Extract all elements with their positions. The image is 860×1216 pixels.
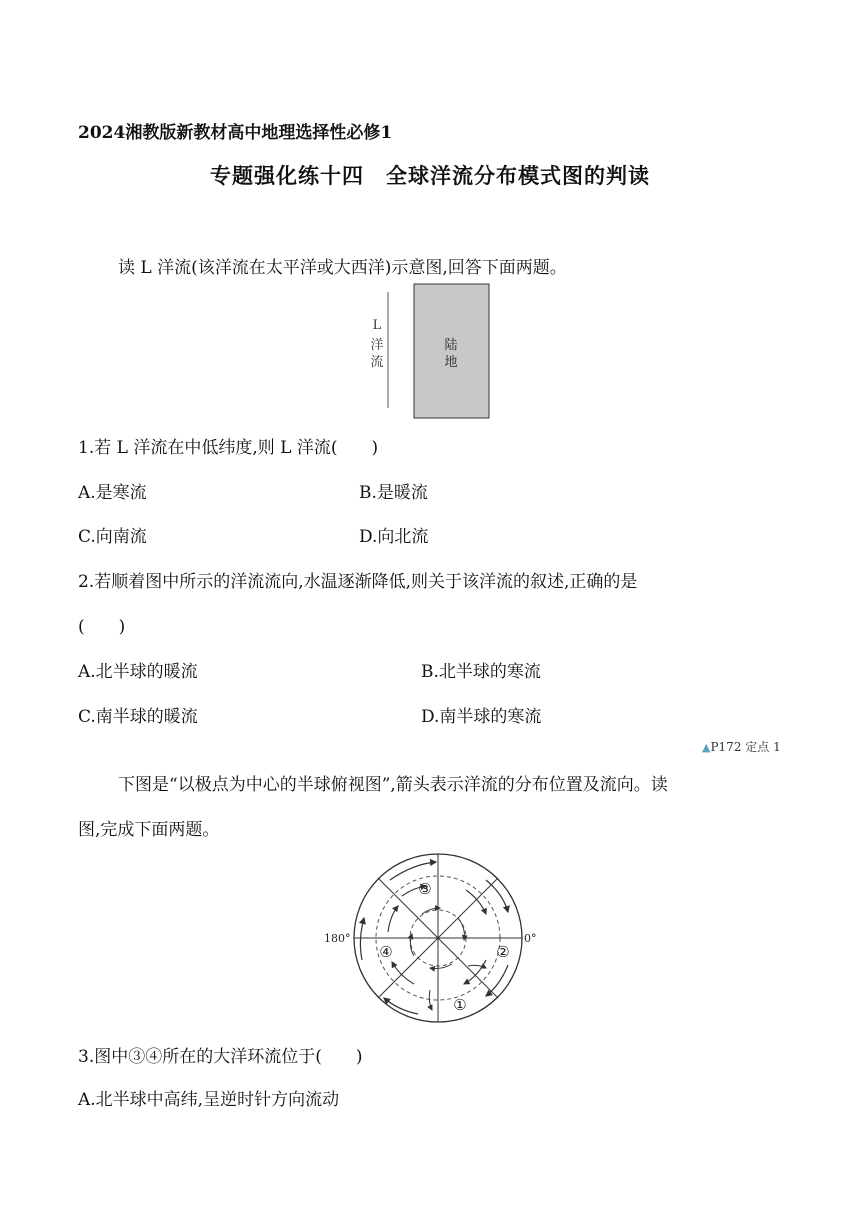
current-arrow [410,934,414,956]
question-1-option-d: D.向北流 [359,527,429,547]
marker-3: ③ [418,880,432,898]
land-label-char-1: 陆 [444,338,458,353]
current-arrow [430,964,452,969]
question-3-stem: 3.图中③④所在的大洋环流位于( ) [78,1047,363,1067]
marker-4: ④ [379,943,393,961]
question-1-option-a: A.是寒流 [78,483,147,503]
ref-arrow-icon: ▲ [702,741,711,754]
question-1-stem: 1.若 L 洋流在中低纬度,则 L 洋流( ) [78,438,379,458]
question-3-option-a: A.北半球中高纬,呈逆时针方向流动 [78,1090,340,1110]
doc-header: 2024湘教版新教材高中地理选择性必修1 [78,123,393,143]
ocean-current-l-figure [360,282,495,424]
current-arrow [464,960,486,984]
question-2-option-a: A.北半球的暖流 [78,662,198,682]
page-title: 专题强化练十四 全球洋流分布模式图的判读 [210,163,650,188]
marker-2: ② [496,943,510,961]
current-label-l: L [372,318,382,333]
question-2-stem: 2.若顺着图中所示的洋流流向,水温逐渐降低,则关于该洋流的叙述,正确的是 [78,572,638,592]
question-2-stem-cont: ( ) [78,617,126,637]
current-arrow [458,918,464,940]
marker-1: ① [453,996,467,1014]
land-label-char-2: 地 [444,355,458,370]
reference-text: P172 定点 1 [710,740,781,754]
question-1-option-c: C.向南流 [78,527,147,547]
longitude-label-180: 180° [324,932,351,945]
current-label-char-2: 流 [370,355,384,370]
question-2-option-d: D.南半球的寒流 [421,707,542,727]
question-1-option-b: B.是暖流 [359,483,428,503]
current-arrow [360,918,364,960]
polar-hemisphere-figure [318,850,548,1026]
intro-paragraph-1: 读 L 洋流(该洋流在太平洋或大西洋)示意图,回答下面两题。 [118,258,567,278]
longitude-label-0: 0° [524,932,537,945]
current-arrow [486,880,508,912]
current-arrow [429,990,432,1010]
current-label-char-1: 洋 [370,338,384,353]
question-2-option-c: C.南半球的暖流 [78,707,198,727]
intro-paragraph-2-line-1: 下图是“以极点为中心的半球俯视图”,箭头表示洋流的分布位置及流向。读 [118,775,668,795]
question-2-option-b: B.北半球的寒流 [421,662,541,682]
current-arrow [388,906,398,932]
reference-link[interactable] [702,738,781,755]
intro-paragraph-2-line-2: 图,完成下面两题。 [78,820,220,840]
current-arrow [486,965,508,996]
current-arrow [422,908,440,914]
